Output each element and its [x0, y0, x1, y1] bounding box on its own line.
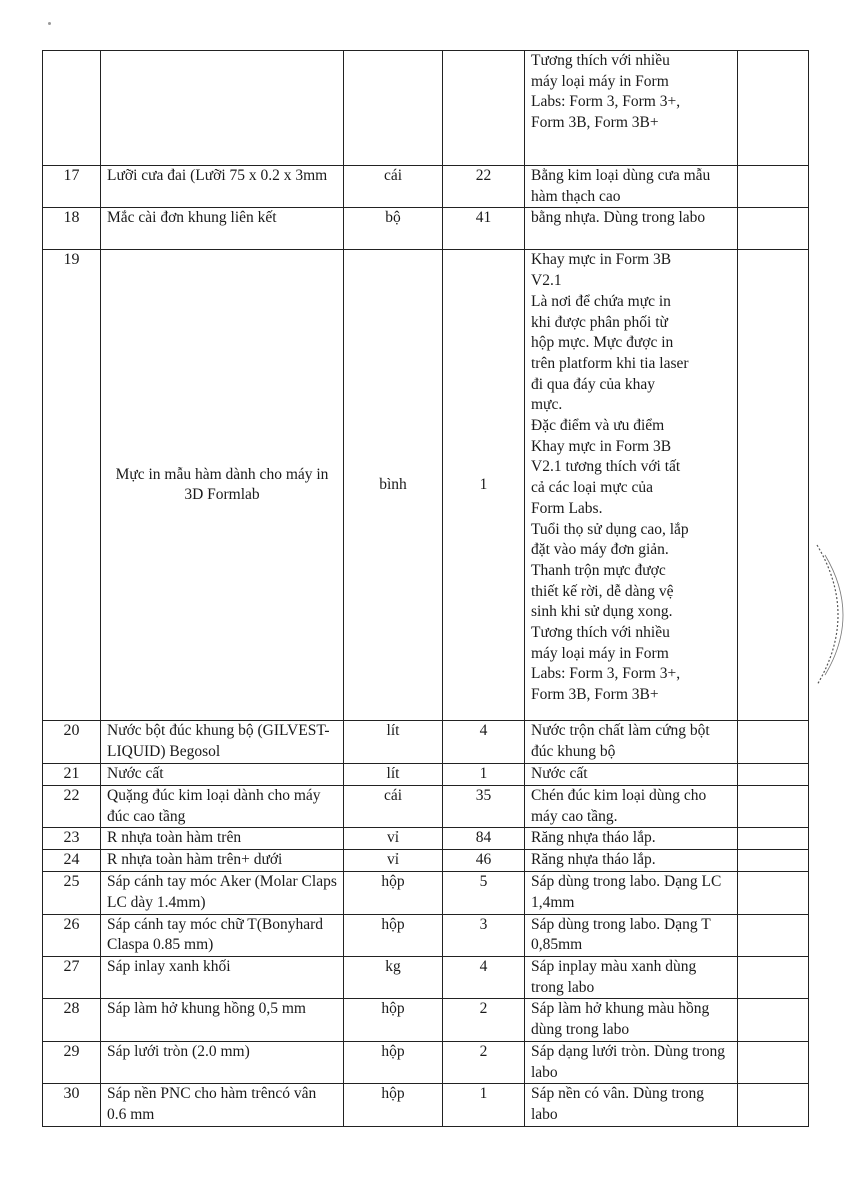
item-quantity: [443, 51, 525, 166]
table-row: [43, 1084, 809, 1126]
table-row: [43, 914, 809, 956]
table-row: [43, 957, 809, 999]
partial-stamp-graphic: [789, 540, 849, 690]
row-number: 24: [43, 850, 101, 872]
row-number: 29: [43, 1041, 101, 1083]
item-quantity: 2: [443, 1041, 525, 1083]
item-description: Nước cất: [525, 763, 738, 785]
item-unit: bình: [344, 250, 443, 721]
item-description: Sáp dùng trong labo. Dạng LC 1,4mm: [525, 872, 738, 914]
item-name: R nhựa toàn hàm trên+ dưới: [101, 850, 344, 872]
empty-cell: [738, 957, 809, 999]
empty-cell: [738, 999, 809, 1041]
empty-cell: [738, 828, 809, 850]
item-description: Sáp dạng lưới tròn. Dùng trong labo: [525, 1041, 738, 1083]
item-description: Sáp làm hở khung màu hồng dùng trong labo: [525, 999, 738, 1041]
item-quantity: 3: [443, 914, 525, 956]
empty-cell: [738, 51, 809, 166]
item-quantity: 1: [443, 1084, 525, 1126]
item-description: Sáp inplay màu xanh dùng trong labo: [525, 957, 738, 999]
row-number: 22: [43, 785, 101, 827]
item-name: Quặng đúc kim loại dành cho máy đúc cao tầng: [101, 785, 344, 827]
item-unit: vỉ: [344, 828, 443, 850]
table-row: [43, 208, 809, 250]
table-row: [43, 763, 809, 785]
table-row: [43, 785, 809, 827]
empty-cell: [738, 1041, 809, 1083]
row-number: 20: [43, 721, 101, 763]
item-quantity: 4: [443, 721, 525, 763]
item-quantity: 84: [443, 828, 525, 850]
row-number: 30: [43, 1084, 101, 1126]
table-row: [43, 850, 809, 872]
empty-cell: [738, 1084, 809, 1126]
materials-table: [42, 50, 809, 1127]
empty-cell: [738, 872, 809, 914]
row-number: 26: [43, 914, 101, 956]
item-quantity: 1: [443, 763, 525, 785]
item-name: Nước bột đúc khung bộ (GILVEST-LIQUID) Begosol: [101, 721, 344, 763]
empty-cell: [738, 914, 809, 956]
empty-cell: [738, 166, 809, 208]
table-row: [43, 51, 809, 166]
item-name: Sáp làm hở khung hồng 0,5 mm: [101, 999, 344, 1041]
item-unit: [344, 51, 443, 166]
empty-cell: [738, 208, 809, 250]
empty-cell: [738, 850, 809, 872]
item-unit: hộp: [344, 872, 443, 914]
item-name: Sáp nền PNC cho hàm trêncó vân 0.6 mm: [101, 1084, 344, 1126]
item-unit: kg: [344, 957, 443, 999]
row-number: 17: [43, 166, 101, 208]
scan-speck: [48, 22, 51, 25]
item-name: Nước cất: [101, 763, 344, 785]
item-description: Chén đúc kim loại dùng cho máy cao tầng.: [525, 785, 738, 827]
empty-cell: [738, 785, 809, 827]
item-quantity: 2: [443, 999, 525, 1041]
item-quantity: 46: [443, 850, 525, 872]
item-description: Sáp nền có vân. Dùng trong labo: [525, 1084, 738, 1126]
item-unit: bộ: [344, 208, 443, 250]
row-number: [43, 51, 101, 166]
item-unit: hộp: [344, 999, 443, 1041]
item-name: Sáp lưới tròn (2.0 mm): [101, 1041, 344, 1083]
item-unit: vỉ: [344, 850, 443, 872]
item-description: Răng nhựa tháo lắp.: [525, 850, 738, 872]
table-row: [43, 250, 809, 721]
row-number: 19: [43, 250, 101, 721]
item-quantity: 1: [443, 250, 525, 721]
table-row: [43, 721, 809, 763]
item-quantity: 4: [443, 957, 525, 999]
item-unit: cái: [344, 785, 443, 827]
item-description: bằng nhựa. Dùng trong labo: [525, 208, 738, 250]
item-name: Sáp inlay xanh khối: [101, 957, 344, 999]
item-quantity: 22: [443, 166, 525, 208]
item-unit: hộp: [344, 914, 443, 956]
item-description: Tương thích với nhiều máy loại máy in Form Labs: Form 3, Form 3+, Form 3B, Form 3B+: [525, 51, 738, 166]
row-number: 23: [43, 828, 101, 850]
table-row: [43, 166, 809, 208]
item-name: Mắc cài đơn khung liên kết: [101, 208, 344, 250]
table-row: [43, 999, 809, 1041]
item-description: Răng nhựa tháo lắp.: [525, 828, 738, 850]
table-row: [43, 828, 809, 850]
item-description: Khay mực in Form 3B V2.1 Là nơi để chứa mực in khi được phân phối từ hộp mực. Mực được in trên platform khi tia laser đi qua đáy của khay mực. Đặc điểm và ưu điểm Khay mực in Form 3B V2.1 tương thích với tất cả các loại mực của Form Labs. Tuổi thọ sử dụng cao, lắp đặt vào máy đơn giản. Thanh trộn mực được thiết kế rời, dễ dàng vệ sinh khi sử dụng xong. Tương thích với nhiều máy loại máy in Form Labs: Form 3, Form 3+, Form 3B, Form 3B+: [525, 250, 738, 721]
item-quantity: 41: [443, 208, 525, 250]
item-unit: hộp: [344, 1084, 443, 1126]
item-unit: cái: [344, 166, 443, 208]
item-unit: lít: [344, 721, 443, 763]
item-quantity: 5: [443, 872, 525, 914]
item-unit: hộp: [344, 1041, 443, 1083]
item-description: Nước trộn chất làm cứng bột đúc khung bộ: [525, 721, 738, 763]
empty-cell: [738, 721, 809, 763]
item-name: Sáp cánh tay móc chữ T(Bonyhard Claspa 0.85 mm): [101, 914, 344, 956]
row-number: 27: [43, 957, 101, 999]
row-number: 25: [43, 872, 101, 914]
item-name: Lưỡi cưa đai (Lưỡi 75 x 0.2 x 3mm: [101, 166, 344, 208]
item-name: [101, 51, 344, 166]
item-unit: lít: [344, 763, 443, 785]
item-name: R nhựa toàn hàm trên: [101, 828, 344, 850]
table-row: [43, 872, 809, 914]
table-row: [43, 1041, 809, 1083]
item-name: Mực in mẫu hàm dành cho máy in 3D Formlab: [101, 250, 344, 721]
item-description: Bằng kim loại dùng cưa mẫu hàm thạch cao: [525, 166, 738, 208]
item-name: Sáp cánh tay móc Aker (Molar Claps LC dày 1.4mm): [101, 872, 344, 914]
row-number: 18: [43, 208, 101, 250]
row-number: 28: [43, 999, 101, 1041]
item-quantity: 35: [443, 785, 525, 827]
empty-cell: [738, 763, 809, 785]
row-number: 21: [43, 763, 101, 785]
item-description: Sáp dùng trong labo. Dạng T 0,85mm: [525, 914, 738, 956]
